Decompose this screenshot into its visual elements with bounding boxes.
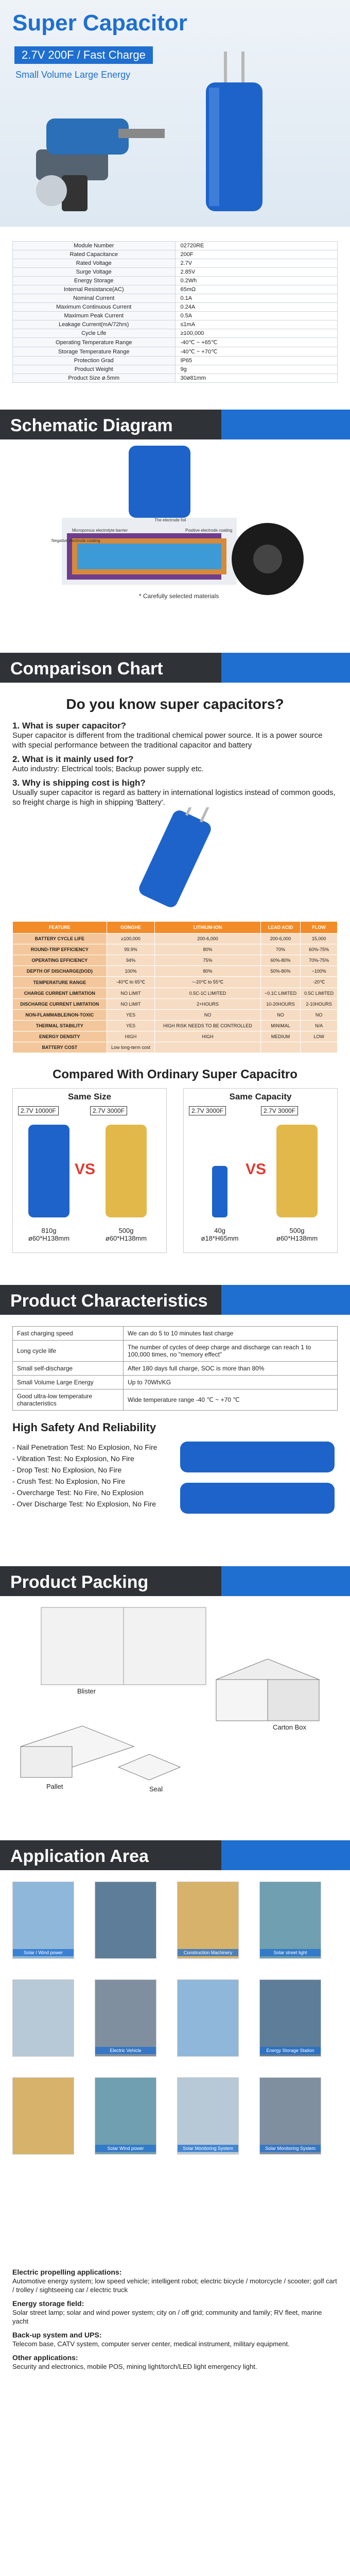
spec-row [13,347,338,357]
application-tile [177,2077,239,2155]
application-tile [12,2077,74,2155]
table-cell: HIGH RISK NEEDS TO BE CONTROLLED [155,1021,260,1031]
cap-spec [100,1227,152,1242]
safety-section [0,1421,350,1539]
packing-label-carton: Carton Box [273,1723,307,1731]
spec-key: Product Weight [13,365,176,374]
spec-value: -40℃ ~ +65℃ [175,338,338,347]
table-cell: 0.5C-1C LIMITED [155,988,260,999]
comparison-table [12,921,338,1053]
safety-item: - Drop Test: No Explosion, No Fire [12,1466,122,1474]
spec-row [13,365,338,374]
capacitor-image [266,1120,328,1223]
table-cell: NO [260,1010,301,1021]
faq-question: 3. Why is shipping cost is high? [12,778,146,788]
spec-value: 0.2Wh [175,277,338,285]
table-cell: ≥100,000 [107,934,155,944]
spec-key: Energy Storage [13,277,176,285]
application-tile-caption: Energy Storage Station [260,2047,321,2054]
cap-label: 2.7V 10000F [18,1106,59,1115]
table-cell: 75% [155,955,260,966]
compare-title: Compared With Ordinary Super Capacitro [52,1067,297,1081]
characteristic-desc: Wide temperature range -40 ℃ ~ +70 ℃ [124,1389,338,1411]
spec-value: -40℃ ~ +70℃ [175,347,338,357]
capacitor-image [196,52,273,216]
characteristic-name: Good ultra-low temperature characteristics [13,1389,124,1411]
table-cell: DISCHARGE CURRENT LIMITATION [13,999,107,1010]
spec-value: 0.5A [175,312,338,320]
faq [12,721,338,807]
table-row [13,999,338,1010]
table-header: GONGHE [107,922,155,934]
table-cell: 0.5C LIMITED [301,988,338,999]
table-cell: 2+HOURS [155,999,260,1010]
spec-row [13,242,338,250]
spec-row [13,303,338,312]
panel-title: Same Size [67,1092,112,1101]
schematic-label: Microporous electrolyte barrier [72,528,128,533]
table-cell: 100% [107,966,155,977]
spec-row [13,312,338,320]
application-tile [12,1979,74,2057]
spec-key: Rated Capacitance [13,250,176,259]
cap-label: 2.7V 3000F [261,1106,298,1115]
table-cell: 70% [260,944,301,955]
faq-answer: Super capacitor is different from the traditional chemical power source. It is a power source with special performance between the traditional capacitor and battery [12,731,323,750]
table-row [13,1021,338,1031]
application-tile [177,1882,239,1959]
schematic-diagram [0,440,350,626]
table-cell: HIGH [155,1031,260,1042]
table-cell [260,977,301,988]
spec-key: Module Number [13,242,176,250]
table-cell [260,1042,301,1053]
packing-illustration [0,1597,350,1814]
spec-row [13,277,338,285]
cap-spec [194,1227,246,1242]
cap-weight: 40g [214,1227,225,1234]
safety-title: High Safety And Reliability [12,1421,156,1434]
application-tile-caption: Construction Machinery [178,1949,238,1956]
schematic-label: The electrode foil [154,518,186,522]
capacitor-image [0,807,350,910]
table-cell: ENERGY DENSITY [13,1031,107,1042]
spec-row [13,250,338,259]
schematic-note: * Carefully selected materials [139,592,219,600]
section-banner-schematic [0,403,350,440]
section-title: Application Area [10,1846,149,1866]
safety-item: - Crush Test: No Explosion, No Fire [12,1477,126,1485]
table-cell: 200-6,000 [155,934,260,944]
section-banner-packing [0,1560,350,1597]
compare-panels [0,1088,350,1258]
app-heading: Back-up system and UPS: [12,2331,102,2339]
table-cell: 10-20HOURS [260,999,301,1010]
table-cell: 80% [155,966,260,977]
safety-item: - Nail Penetration Test: No Explosion, No Fire [12,1443,157,1451]
spec-key: Product Size ø.5mm [13,374,176,383]
cap-spec [271,1227,323,1242]
hero-badge: 2.7V 200F / Fast Charge [14,46,153,64]
drill-image [15,88,170,216]
table-cell: YES [107,1010,155,1021]
table-row [13,1042,338,1053]
application-tile [95,1979,156,2057]
cap-size: ø60*H138mm [28,1234,70,1242]
spec-key: Rated Voltage [13,259,176,268]
application-grid [0,1871,350,2263]
vs-label: VS [246,1161,267,1178]
table-cell: MINIMAL [260,1021,301,1031]
characteristic-desc: Up to 70Wh/KG [124,1376,338,1389]
application-tile-caption: Solar Monitoring System [260,2145,321,2152]
spec-key: Nominal Current [13,294,176,303]
table-cell: ~0.1C LIMITED [260,988,301,999]
characteristic-name: Small Volume Large Energy [13,1376,124,1389]
characteristic-name: Long cycle life [13,1341,124,1362]
characteristic-desc: After 180 days full charge, SOC is more than 80% [124,1362,338,1376]
table-cell: NO [155,1010,260,1021]
spec-value: ≤1mA [175,320,338,329]
table-cell: NO [301,1010,338,1021]
cap-label: 2.7V 3000F [90,1106,127,1115]
application-text [12,2268,338,2371]
characteristic-row [13,1327,338,1341]
spec-row [13,338,338,347]
application-tile [95,1882,156,1959]
same-capacity-panel [183,1088,338,1253]
packing-label-blister: Blister [77,1687,96,1695]
table-cell: BATTERY CYCLE LIFE [13,934,107,944]
spec-value: 02720RE [175,242,338,250]
spec-value: 9g [175,365,338,374]
spec-key: Operating Temperature Range [13,338,176,347]
table-row [13,934,338,944]
packing-label-pallet: Pallet [46,1783,63,1790]
capacitor-image [175,1426,340,1529]
table-row [13,1010,338,1021]
spec-row [13,374,338,383]
table-header: FLOW [301,922,338,934]
section-banner-characteristics [0,1279,350,1316]
table-header: LITHIUM-ION [155,922,260,934]
table-cell: ~-20℃ to 55℃ [155,977,260,988]
table-row [13,977,338,988]
safety-item: - Over Discharge Test: No Explosion, No Fire [12,1500,156,1508]
application-tile-caption: Electric Vehicle [95,2047,156,2054]
spec-key: Protection Grad [13,357,176,365]
table-cell: 200-6,000 [260,934,301,944]
cap-weight: 500g [118,1227,134,1234]
application-tile [177,1979,239,2057]
table-cell: Low long-term cost [107,1042,155,1053]
table-cell: OPERATING EFFICIENCY [13,955,107,966]
characteristic-desc: The number of cycles of deep charge and discharge can reach 1 to 100,000 times, no "memory effect" [124,1341,338,1362]
table-cell: 60%-75% [301,944,338,955]
spec-key: Storage Temperature Range [13,347,176,357]
table-header: FEATURE [13,922,107,934]
table-cell: 2-10HOURS [301,999,338,1010]
spec-row [13,329,338,338]
same-size-panel [12,1088,167,1253]
spec-key: Internal Resistance(AC) [13,285,176,294]
application-tile [95,2077,156,2155]
app-desc: Security and electronics, mobile POS, mining light/torch/LED light emergency light. [12,2363,257,2370]
hero-banner [0,0,350,227]
characteristic-row [13,1389,338,1411]
application-tile [259,1979,321,2057]
spec-value: 0.1A [175,294,338,303]
table-row [13,988,338,999]
table-cell: MEDIUM [260,1031,301,1042]
characteristic-desc: We can do 5 to 10 minutes fast charge [124,1327,338,1341]
cap-spec [23,1227,75,1242]
characteristic-row [13,1341,338,1362]
application-tile-caption: Solar street light [260,1949,321,1956]
faq-answer: Auto industry: Electrical tools; Backup power supply etc. [12,765,204,773]
faq-question: 1. What is super capacitor? [12,721,127,731]
table-cell: 60%-80% [260,955,301,966]
vs-label: VS [75,1161,96,1178]
faq-answer: Usually super capacitor is regard as battery in international logistics instead of common goods, so freight charge is high in shipping 'Battery'. [12,788,336,807]
spec-key: Maximum Continuous Current [13,303,176,312]
application-tile [259,1882,321,1959]
cap-size: ø60*H138mm [276,1234,318,1242]
spec-value: 2.85V [175,268,338,277]
packing-diagram [0,1597,350,1814]
table-cell: YES [107,1021,155,1031]
section-banner-comparison [0,647,350,684]
safety-item: - Vibration Test: No Explosion, No Fire [12,1454,134,1463]
table-cell: NO LIMIT [107,988,155,999]
table-cell: TEMPERATURE RANGE [13,977,107,988]
spec-value: 200F [175,250,338,259]
table-cell: NON-FLAMMABLE/NON-TOXIC [13,1010,107,1021]
hero-title: Super Capacitor [12,10,187,36]
section-title: Comparison Chart [10,659,163,679]
application-tile-caption: Solar / Wind power [13,1949,74,1956]
table-cell: 80% [155,944,260,955]
spec-row [13,357,338,365]
table-cell: ~100% [301,966,338,977]
table-cell: 15,000 [301,934,338,944]
table-cell: 99.9% [107,944,155,955]
spec-key: Maximum Peak Current [13,312,176,320]
table-cell: HIGH [107,1031,155,1042]
application-tile-caption: Solar Monitoring System [178,2145,238,2152]
spec-value: IP65 [175,357,338,365]
table-cell: -40℃ to 65℃ [107,977,155,988]
table-row [13,944,338,955]
spec-row [13,259,338,268]
safety-list [12,1442,157,1510]
table-cell: NO LIMIT [107,999,155,1010]
application-tile-caption: Solar Wind power [95,2145,156,2152]
characteristic-row [13,1376,338,1389]
spec-row [13,294,338,303]
schematic-label: Negative electrode coating [51,538,100,543]
cap-label: 2.7V 3000F [189,1106,226,1115]
capacitor-image [18,1120,80,1223]
section-title: Product Packing [10,1572,149,1592]
app-desc: Automotive energy system; low speed vehicle; intelligent robot; electric bicycle / motorcycle / scooter; golf cart / trolley / sightseeing car / electric truck [12,2277,337,2294]
characteristic-row [13,1362,338,1376]
spec-row [13,268,338,277]
spec-value: 30ø81mm [175,374,338,383]
faq-question: 2. What is it mainly used for? [12,754,134,764]
app-heading: Other applications: [12,2353,78,2362]
characteristic-name: Fast charging speed [13,1327,124,1341]
hero-subtitle: Small Volume Large Energy [15,70,131,80]
table-header: LEAD ACID [260,922,301,934]
characteristics-table [12,1326,338,1411]
table-cell: ROUND-TRIP EFFICIENCY [13,944,107,955]
table-cell: THERMAL STABILITY [13,1021,107,1031]
spec-value: 0.24A [175,303,338,312]
table-row [13,955,338,966]
table-cell: LOW [301,1031,338,1042]
app-desc: Solar street lamp; solar and wind power system; city on / off grid; community and family; RV fleet, marine yacht [12,2309,322,2325]
app-heading: Electric propelling applications: [12,2268,122,2276]
panel-title: Same Capacity [229,1092,292,1101]
table-cell: N/A [301,1021,338,1031]
cap-weight: 810g [41,1227,57,1234]
cap-weight: 500g [289,1227,305,1234]
table-cell [155,1042,260,1053]
cap-size: ø60*H138mm [105,1234,147,1242]
application-tile [12,1882,74,1959]
app-heading: Energy storage field: [12,2299,84,2308]
application-tile [259,2077,321,2155]
capacitor-image [189,1120,251,1223]
spec-value: ≥100,000 [175,329,338,338]
spec-key: Surge Voltage [13,268,176,277]
table-cell: 94% [107,955,155,966]
table-cell: DEPTH OF DISCHARGE(DOD) [13,966,107,977]
section-title: Schematic Diagram [10,416,173,435]
table-cell [301,1042,338,1053]
spec-value: 2.7V [175,259,338,268]
table-cell: CHARGE CURRENT LIMITATION [13,988,107,999]
table-row [13,966,338,977]
table-cell: 50%-80% [260,966,301,977]
capacitor-image [95,1120,157,1223]
section-banner-application [0,1834,350,1871]
spec-table [12,241,338,383]
table-cell: 70%-75% [301,955,338,966]
table-cell: BATTERY COST [13,1042,107,1053]
spec-row [13,285,338,294]
characteristic-name: Small self-discharge [13,1362,124,1376]
spec-row [13,320,338,329]
schematic-label: Positive electrode coating [185,528,233,533]
comparison-heading: Do you know super capacitors? [66,696,284,712]
safety-item: - Overcharge Test: No Fire, No Explosion [12,1488,144,1497]
table-row [13,1031,338,1042]
spec-key: Leakage Current(mA/72hrs) [13,320,176,329]
app-desc: Telecom base, CATV system, computer server center, medical instrument, military equipment. [12,2340,290,2348]
packing-label-seal: Seal [149,1785,163,1793]
cap-size: ø18*H65mm [201,1234,239,1242]
section-title: Product Characteristics [10,1291,208,1311]
spec-key: Cycle Life [13,329,176,338]
table-cell: -20℃ [301,977,338,988]
spec-value: 65mΩ [175,285,338,294]
